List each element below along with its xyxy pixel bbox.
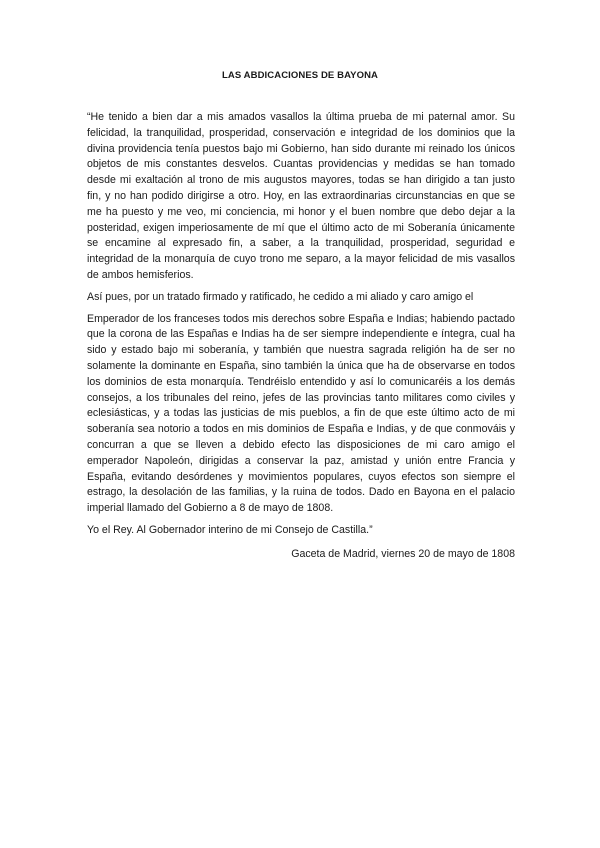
page-title: LAS ABDICACIONES DE BAYONA	[221, 70, 379, 81]
paragraph-4: Yo el Rey. Al Gobernador interino de mi Consejo de Castilla.”	[87, 523, 373, 536]
paragraph-2: Así pues, por un tratado firmado y ratificado, he cedido a mi aliado y caro amigo el	[87, 290, 474, 303]
paragraph-3: Emperador de los franceses todos mis derechos sobre España e Indias; habiendo pactado que la corona de las Españas e Indias ha de ser siempre independiente e íntegra, cual ha sido y estado bajo mi soberanía, y también que nuestra sagrada religión ha de ser no solamente la dominante en España, sino también la única que ha de observarse en todos los dominios de esta monarquía. Tendréislo entendido y así lo comunicaréis a los demás consejos, a los tribunales del reino, jefes de las provincias tanto militares como civiles y eclesiásticas, y a todas las justicias de mis pueblos, a fin de que este último acto de mi soberanía sea notorio a todos en mis dominios de España e Indias, y de que conmováis y concurran a que se lleven a debido efecto las disposiciones de mi caro amigo el emperador Napoleón, dirigidas a conservar la paz, amistad y unión entre Francia y España, evitando desórdenes y movimientos populares, cuyos efectos son siempre el estrago, la desolación de las familias, y la ruina de todos. Dado en Bayona en el palacio imperial llamado del Gobierno a 8 de mayo de 1808.	[87, 312, 515, 515]
paragraph-1: “He tenido a bien dar a mis amados vasallos la última prueba de mi paternal amor. Su felicidad, la tranquilidad, prosperidad, conservación e integridad de los dominios que la divina providencia tenía puestos bajo mi Gobierno, han sido durante mi reinado los únicos objetos de mis constantes desvelos. Cuantas providencias y medidas se han tomado desde mi exaltación al trono de mis augustos mayores, todas se han dirigido a tan justo fin, y no han podido dirigirse a otro. Hoy, en las extraordinarias circunstancias en que se me ha puesto y me veo, mi conciencia, mi honor y el buen nombre que debo dejar a la posteridad, exigen imperiosamente de mí que el último acto de mi Soberanía únicamente se encamine al expresado fin, a saber, a la tranquilidad, prosperidad, seguridad e integridad de la monarquía de cuyo trono me separo, a la mayor felicidad de mis vasallos de ambos hemisferios.	[87, 111, 515, 281]
document-body	[87, 110, 515, 563]
source-citation: Gaceta de Madrid, viernes 20 de mayo de 1808	[291, 547, 515, 560]
